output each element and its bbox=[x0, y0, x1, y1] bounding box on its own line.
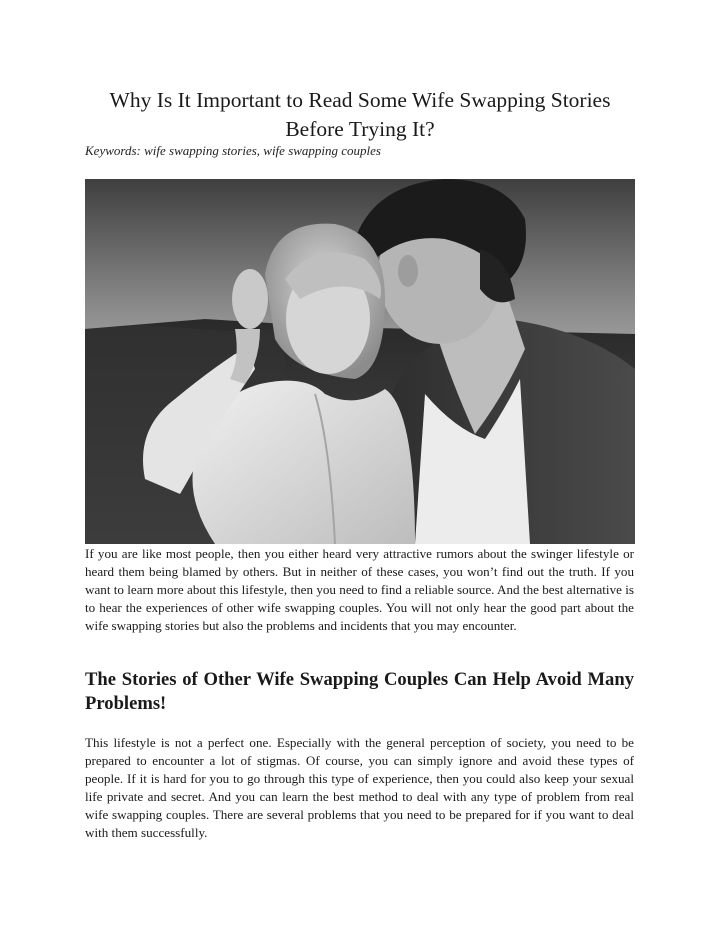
couple-photo-illustration bbox=[85, 179, 635, 544]
paragraph-lifestyle: This lifestyle is not a perfect one. Especially with the general perception of society, you need to be prepared to encounter a lot of stigmas. Of course, you can simply ignore and avoid these types of people. If it is hard for you to go through this type of experience, then you could also keep your sexual life private and secret. And you can learn the best method to deal with any type of problem from real wife swapping couples. There are several problems that you need to be prepared for if you want to deal with them successfully. bbox=[85, 735, 634, 841]
section-heading: The Stories of Other Wife Swapping Couples Can Help Avoid Many Problems! bbox=[85, 669, 634, 714]
paragraph-intro: If you are like most people, then you either heard very attractive rumors about the swinger lifestyle or heard them being blamed by others. But in neither of these cases, you won’t find out the truth. If you want to learn more about this lifestyle, then you need to find a reliable source. And the best alternative is to hear the experiences of other wife swapping couples. You will not only hear the good part about the wife swapping stories but also the problems and incidents that you may encounter. bbox=[85, 546, 634, 634]
keywords-line: Keywords: wife swapping stories, wife swapping couples bbox=[85, 143, 381, 158]
couple-photo bbox=[85, 179, 635, 544]
page-title: Why Is It Important to Read Some Wife Swapping Stories Before Trying It? bbox=[109, 88, 611, 141]
